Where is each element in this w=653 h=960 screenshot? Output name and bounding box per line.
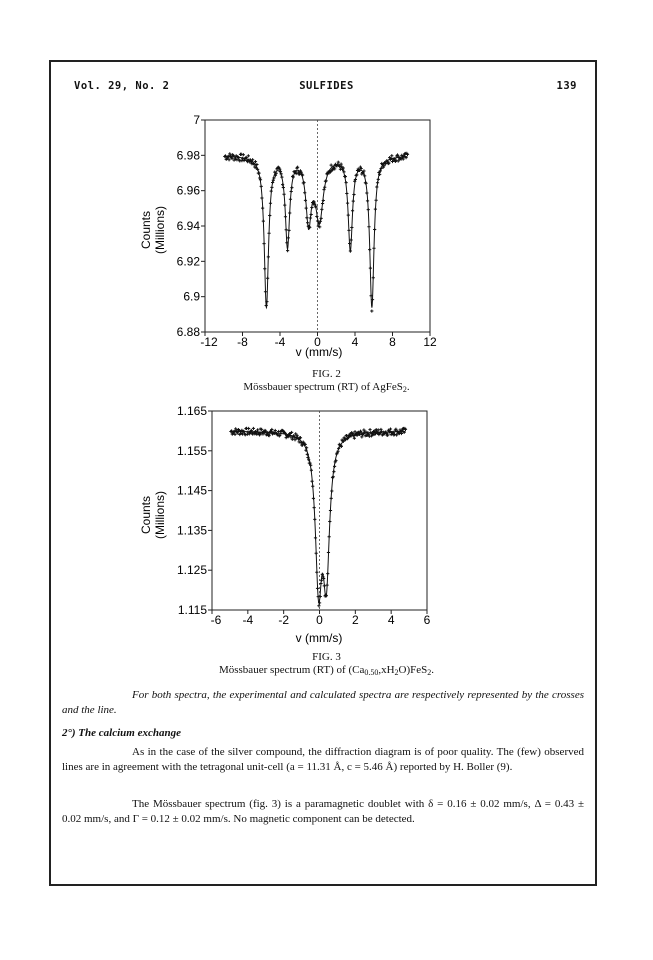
fig3-data-point (323, 584, 326, 587)
fig3-caption-label: FIG. 3 (312, 651, 341, 663)
fig3-ytick-label: 1.165 (176, 404, 207, 418)
fig2-data-point (285, 228, 288, 231)
fig3-data-point (325, 584, 328, 587)
fig2-data-point (290, 190, 293, 193)
fig3-data-point (327, 551, 330, 554)
fig3-data-point (310, 469, 313, 472)
fig3-data-point (247, 427, 250, 430)
fig2-xtick-label: 12 (423, 335, 437, 349)
fig2-data-point (286, 249, 289, 252)
fig2-data-point (287, 236, 290, 239)
fig2-data-point (306, 221, 309, 224)
fig3-data-point (310, 480, 313, 483)
fig2-data-point (321, 202, 324, 205)
fig2-data-point (374, 208, 377, 211)
fig3-data-point (328, 520, 331, 523)
fig2-data-point (280, 176, 283, 179)
fig2-data-point (260, 196, 263, 199)
fig2-data-point (346, 202, 349, 205)
fig2-data-point (289, 198, 292, 201)
fig2-data-point (247, 154, 250, 157)
fig2-data-point (310, 213, 313, 216)
fig3-chart (0, 400, 653, 660)
fig2-data-point (287, 229, 290, 232)
fig2-data-point (267, 255, 270, 258)
fig2-data-point (351, 209, 354, 212)
fig2-data-point (320, 217, 323, 220)
fig3-ytick-label: 1.125 (176, 563, 207, 578)
fig2-data-point (266, 277, 269, 280)
fig2-data-point (265, 304, 268, 307)
fig2-data-point (303, 191, 306, 194)
fig2-data-point (365, 191, 368, 194)
fig2-data-point (367, 225, 370, 228)
fig2-data-point (367, 208, 370, 211)
fig3-data-point (311, 485, 314, 488)
fig3-data-point (316, 587, 319, 590)
fig3-ytick-label: 1.155 (176, 443, 207, 458)
fig3-xtick-label: -6 (210, 613, 222, 627)
fig2-data-point (282, 193, 285, 196)
fig3-xtick-label: 2 (351, 613, 359, 627)
fig2-xlabel: v (mm/s) (295, 345, 343, 359)
fig3-xtick-label: -4 (242, 613, 254, 627)
fig2-ytick-label: 6.88 (176, 325, 200, 339)
fig2-data-point (369, 266, 372, 269)
fig2-data-point (288, 211, 291, 214)
fig3-xtick-label: 4 (387, 613, 395, 627)
fig2-data-point (262, 242, 265, 245)
fig2-data-point (352, 199, 355, 202)
fig2-data-point (368, 248, 371, 251)
paragraph-mossbauer: The Mössbauer spectrum (fig. 3) is a paramagnetic doublet with δ = 0.16 ± 0.02 mm/s, Δ = 0.43 ± 0.02 mm/s, and Γ = 0.12 ± 0.02 mm/s. No magnetic component can be detected. (62, 798, 584, 825)
fig2-data-point (374, 199, 377, 202)
fig2-data-point (372, 247, 375, 250)
fig3-data-point (320, 579, 323, 582)
fig2-data-point (322, 199, 325, 202)
fig2-data-point (269, 202, 272, 205)
fig3-data-point (329, 509, 332, 512)
fig2-xtick-label: 4 (351, 335, 359, 349)
fig3-fit-curve (231, 431, 406, 603)
fig3-xtick-label: -2 (278, 613, 290, 627)
fig2-data-point (347, 214, 350, 217)
fig2-data-point (282, 186, 285, 189)
fig2-ytick-label: 6.96 (176, 183, 200, 198)
fig2-data-point (366, 199, 369, 202)
fig2-data-point (261, 206, 264, 209)
fig2-data-point (264, 290, 267, 293)
fig2-data-point (304, 199, 307, 202)
fig3-ytick-label: 1.115 (177, 603, 207, 617)
fig3-data-point (315, 571, 318, 574)
fig3-data-point (317, 604, 320, 607)
fig2-data-point (310, 206, 313, 209)
fig3-data-point (333, 465, 336, 468)
running-head-volume: Vol. 29, No. 2 (74, 80, 170, 92)
fig2-fit-curve (225, 156, 408, 307)
fig2-ylabel: Counts (139, 210, 153, 250)
fig2-ytick-label: 7 (193, 113, 200, 127)
fig2-data-point (262, 220, 265, 223)
fig2-data-point (373, 228, 376, 231)
fig2-data-point (350, 226, 353, 229)
fig2-data-point (305, 216, 308, 219)
fig3-caption (0, 651, 653, 677)
fig2-data-point (376, 181, 379, 184)
fig2-data-point (370, 309, 373, 312)
fig2-xtick-label: -8 (237, 335, 248, 349)
fig3-data-point (330, 489, 333, 492)
paragraph-diffraction: As in the case of the silver compound, the diffraction diagram is of poor quality. The (few) observed lines are in agreement with the tetragonal unit-cell (a = 11.31 Å, c = 5.46 Å) reported by H. Boller (9). (62, 746, 584, 773)
fig3-data-point (332, 470, 335, 473)
fig2-data-point (315, 215, 318, 218)
fig3-data-point (314, 536, 317, 539)
section-heading: 2°) The calcium exchange (62, 727, 181, 739)
fig3-ylabel-units: (Millions) (153, 491, 167, 539)
fig2-data-point (283, 203, 286, 206)
fig3-data-point (315, 552, 318, 555)
fig2-ytick-label: 6.9 (183, 289, 200, 304)
fig2-data-point (349, 249, 352, 252)
fig3-ytick-label: 1.135 (176, 523, 207, 538)
fig2-data-point (270, 186, 273, 189)
fig2-data-point (372, 276, 375, 279)
page-number: 139 (556, 80, 577, 92)
fig2-ylabel-units: (Millions) (153, 206, 167, 254)
fig2-xtick-label: -4 (274, 335, 286, 349)
fig2-data-point (345, 192, 348, 195)
fig3-ytick-label: 1.145 (176, 483, 207, 498)
fig3-data-point (312, 497, 315, 500)
fig3-data-point (313, 506, 316, 509)
fig3-data-point (330, 497, 333, 500)
fig3-data-point (252, 427, 255, 430)
fig2-ytick-label: 6.98 (176, 148, 200, 163)
fig2-data-point (390, 154, 393, 157)
running-head-title: SULFIDES (299, 80, 354, 92)
fig2-xtick-label: -12 (200, 335, 218, 349)
fig3-xtick-label: 6 (423, 613, 431, 627)
fig3-data-point (313, 518, 316, 521)
fig2-caption (0, 368, 653, 394)
fig2-data-point (290, 186, 293, 189)
fig2-caption-label: FIG. 2 (312, 368, 341, 380)
fig3-data-point (368, 428, 371, 431)
fig2-data-point (345, 181, 348, 184)
fig3-data-point (326, 572, 329, 575)
fig2-data-point (267, 232, 270, 235)
fig2-data-point (270, 189, 273, 192)
fig2-ytick-label: 6.92 (176, 254, 200, 269)
spectra-note: For both spectra, the experimental and calculated spectra are respectively represented by the crosses and the line. (62, 689, 584, 716)
fig2-data-point (268, 214, 271, 217)
fig2-data-point (305, 207, 308, 210)
fig2-data-point (377, 178, 380, 181)
fig2-data-point (260, 185, 263, 188)
fig2-data-point (284, 215, 287, 218)
fig2-data-point (375, 185, 378, 188)
fig3-caption-text: Mössbauer spectrum (RT) of $(Ca_{0.50},xH_2O)FeS_2$. (218, 664, 435, 677)
fig3-xtick-label: 0 (316, 613, 323, 627)
fig2-data-point (242, 153, 245, 156)
fig2-ytick-label: 6.94 (176, 219, 200, 233)
fig2-caption-text: Mössbauer spectrum (RT) of AgFeS$_2$. (243, 381, 410, 394)
fig2-data-point (309, 216, 312, 219)
fig2-data-point (350, 238, 353, 241)
fig2-data-point (347, 229, 350, 232)
fig2-data-point (263, 267, 266, 270)
fig3-data-point (328, 535, 331, 538)
fig2-xtick-label: 0 (314, 335, 321, 349)
fig3-ylabel: Counts (139, 495, 153, 535)
fig3-xlabel: v (mm/s) (295, 631, 343, 645)
fig2-data-point (352, 193, 355, 196)
fig2-xtick-label: 8 (389, 335, 396, 349)
fig2-data-point (320, 208, 323, 211)
